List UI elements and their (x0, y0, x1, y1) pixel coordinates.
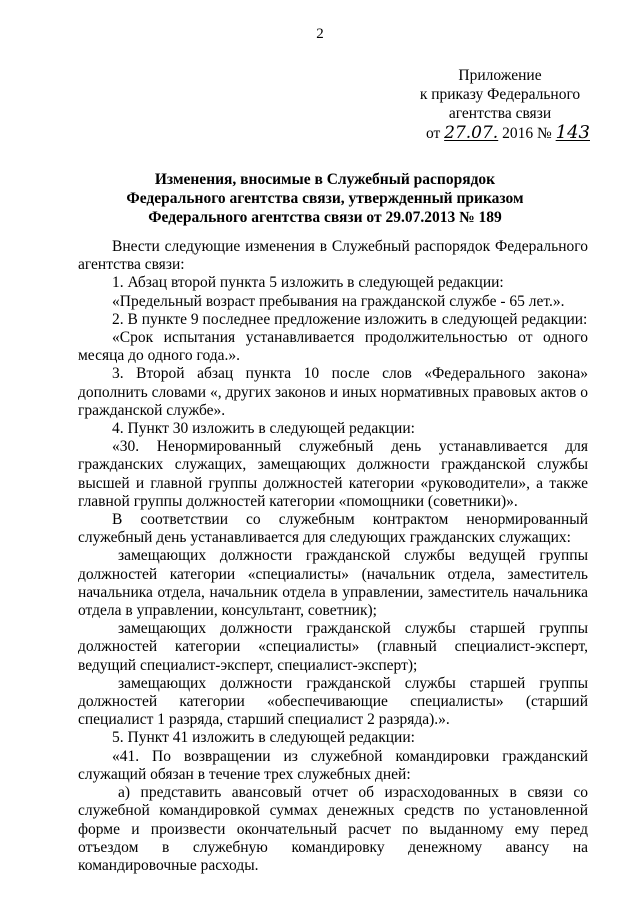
appendix-order-ref: к приказу Федерального (419, 86, 581, 103)
appendix-block (380, 66, 620, 143)
date-prefix: от (425, 125, 441, 142)
paragraph: 4. Пункт 30 изложить в следующей редакции: (112, 420, 415, 438)
appendix-title: Приложение (458, 67, 542, 84)
title-line-1: Изменения, вносимые в Служебный распорядок (154, 171, 496, 188)
paragraph: замещающих должности гражданской службы старшей группы должностей категории «обеспечивающие специалисты» (старший специалист 1 разряда, старший специалист 2 разряда).». (78, 674, 588, 729)
appendix-agency: агентства связи (448, 105, 552, 122)
paragraph: замещающих должности гражданской службы ведущей группы должностей категории «специалисты» (начальник отдела, заместитель начальника отдела, начальник отдела в управлении, заместитель начальника отдела в управлении, консультант, советник); (78, 547, 588, 620)
document-body (78, 238, 588, 875)
document-title (80, 170, 570, 227)
paragraph: 3. Второй абзац пункта 10 после слов «Федерального закона» дополнить словами «, других законов и иных нормативных правовых актов о гражданской службе». (78, 365, 588, 419)
paragraph: В соответствии со служебным контрактом ненормированный служебный день устанавливается для следующих гражданских служащих: (78, 511, 588, 547)
date-year: 2016 № (502, 125, 552, 142)
handwritten-order-number: 143 (555, 122, 590, 143)
paragraph: 5. Пункт 41 изложить в следующей редакции: (112, 729, 415, 747)
paragraph: замещающих должности гражданской службы старшей группы должностей категории «специалисты» (главный специалист-эксперт, ведущий специалист-эксперт, специалист-эксперт); (78, 620, 588, 674)
appendix-date-line (380, 123, 620, 143)
page-number: 2 (316, 26, 324, 42)
paragraph: «30. Ненормированный служебный день устанавливается для гражданских служащих, замещающих должности гражданской службы высшей и главной группы должностей категории «руководители», а также главной группы должностей категории «помощники (советники)». (78, 438, 588, 510)
paragraph: Внести следующие изменения в Служебный распорядок Федерального агентства связи: (78, 238, 588, 274)
paragraph: «41. По возвращении из служебной командировки гражданский служащий обязан в течение трех служебных дней: (78, 747, 588, 783)
paragraph: «Предельный возраст пребывания на гражданской службе - 65 лет.». (112, 292, 565, 310)
paragraph: 1. Абзац второй пункта 5 изложить в следующей редакции: (112, 274, 504, 292)
title-line-2: Федерального агентства связи, утвержденный приказом (126, 190, 524, 207)
handwritten-date: 27.07. (444, 123, 499, 143)
paragraph: «Срок испытания устанавливается продолжительностью от одного месяца до одного года.». (78, 329, 588, 365)
paragraph: а) представить авансовый отчет об израсходованных в связи со служебной командировкой суммах денежных средств по установленной форме и произвести окончательный расчет по выданному ему перед отъездом в служебную командировку денежному авансу на командировочные расходы. (78, 784, 588, 874)
paragraph: 2. В пункте 9 последнее предложение изложить в следующей редакции: (112, 310, 588, 328)
title-line-3: Федерального агентства связи от 29.07.2013 № 189 (148, 209, 502, 226)
